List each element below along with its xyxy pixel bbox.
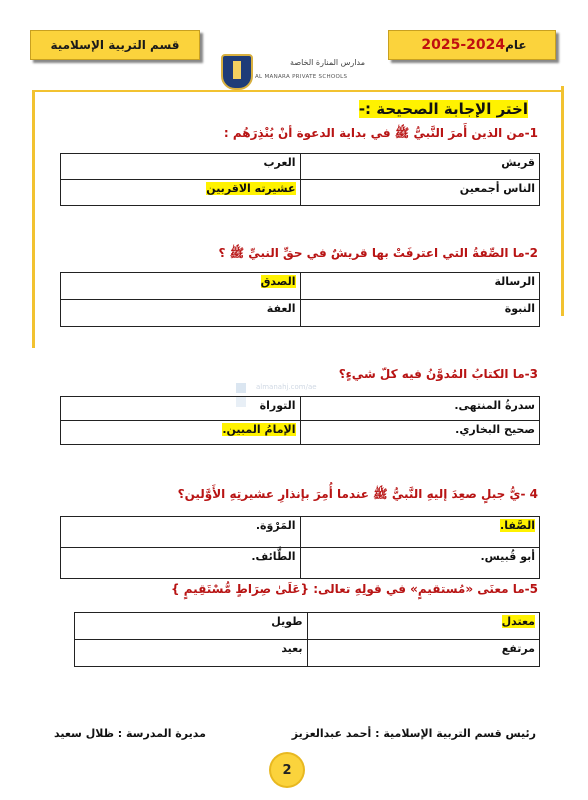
option-cell[interactable]: العفة <box>61 300 301 327</box>
question-2 <box>218 246 538 263</box>
question-number: 1- <box>524 126 538 140</box>
option-cell[interactable]: التوراة <box>61 397 301 421</box>
page-number: 2 <box>271 754 303 786</box>
school-name-english: AL MANARA PRIVATE SCHOOLS <box>255 74 348 80</box>
option-cell[interactable]: سدرةُ المنتهى. <box>300 397 540 421</box>
option-cell[interactable]: الطَّائف. <box>61 548 301 579</box>
option-cell[interactable]: الرسالة <box>300 273 540 300</box>
principal-signature: مديرة المدرسة : ظلال سعيد <box>54 727 206 740</box>
frame-right-border <box>561 86 564 316</box>
shield-icon <box>221 54 253 90</box>
answer-table-5 <box>74 612 540 667</box>
option-cell[interactable]: أبو قُبيس. <box>300 548 540 579</box>
option-cell-correct[interactable]: الإمامُ المبين. <box>61 421 301 445</box>
question-3 <box>339 367 538 381</box>
year-value: 2025-2024 <box>421 37 506 53</box>
option-cell[interactable]: قريش <box>300 154 540 180</box>
option-cell[interactable]: طويل <box>75 613 308 640</box>
option-cell[interactable]: العرب <box>61 154 301 180</box>
option-cell[interactable]: بعيد <box>75 640 308 667</box>
department-text: قسم التربية الإسلامية <box>50 38 180 52</box>
site-watermark <box>236 375 366 425</box>
option-cell[interactable]: الناس أجمعين <box>300 180 540 206</box>
frame-top-border <box>33 90 563 92</box>
department-label <box>30 30 200 60</box>
question-text: ما معنَى «مُستقيمٍ» في قولِهِ تعالى: {عَلَىٰ صِرَاطٍ مُّسْتَقِيمٍ } <box>171 582 525 596</box>
watermark-url: almanahj.com/ae <box>256 383 317 391</box>
answer-table-1 <box>60 153 540 206</box>
question-number: 5- <box>524 582 538 596</box>
question-5 <box>171 582 538 596</box>
option-cell[interactable]: مرتفع <box>307 640 540 667</box>
head-of-department-signature: رئيس قسم التربية الإسلامية : أحمد عبدالعزيز <box>291 727 536 740</box>
option-cell-correct[interactable]: الصدق <box>61 273 301 300</box>
question-1 <box>224 126 538 143</box>
question-text: من الذين أَمرَ النَّبيُّ ﷺ في بداية الدعوة أنْ يُنْذِرَهُم : <box>223 126 525 140</box>
option-cell-correct[interactable]: عشيرته الاقربين <box>61 180 301 206</box>
option-cell[interactable]: المَرْوَة. <box>61 517 301 548</box>
academic-year-label <box>388 30 556 60</box>
option-cell-correct[interactable]: الصَّفا. <box>300 517 540 548</box>
question-4 <box>178 487 538 504</box>
question-number: 2- <box>524 246 538 260</box>
question-text: يُّ جبلٍ صعِدَ إليهِ النَّبيُّ ﷺ عندما أُمِرَ بإنذارِ عشيرتِهِ الأَوَّلين؟ <box>177 487 521 501</box>
option-cell[interactable]: صحيح البخاري. <box>300 421 540 445</box>
school-name-arabic: مدارس المنارة الخاصة <box>290 58 365 67</box>
question-text: ما الكتابُ المُدوَّنُ فيه كلّ شيءٍ؟ <box>338 367 525 381</box>
question-number: 3- <box>524 367 538 381</box>
school-logo <box>217 52 367 88</box>
answer-table-2 <box>60 272 540 327</box>
watermark-icon <box>236 383 246 393</box>
question-number: 4 - <box>520 487 538 501</box>
option-cell-correct[interactable]: معتدل <box>307 613 540 640</box>
frame-left-border <box>32 90 35 348</box>
year-word: عام <box>505 38 527 52</box>
question-text: ما الصِّفةُ التي اعترفَتْ بها قريشٌ في حقِّ النبيِّ ﷺ ؟ <box>218 246 525 260</box>
option-cell[interactable]: النبوة <box>300 300 540 327</box>
instructions-heading: اختر الإجابة الصحيحة :- <box>358 100 528 118</box>
answer-table-4 <box>60 516 540 579</box>
